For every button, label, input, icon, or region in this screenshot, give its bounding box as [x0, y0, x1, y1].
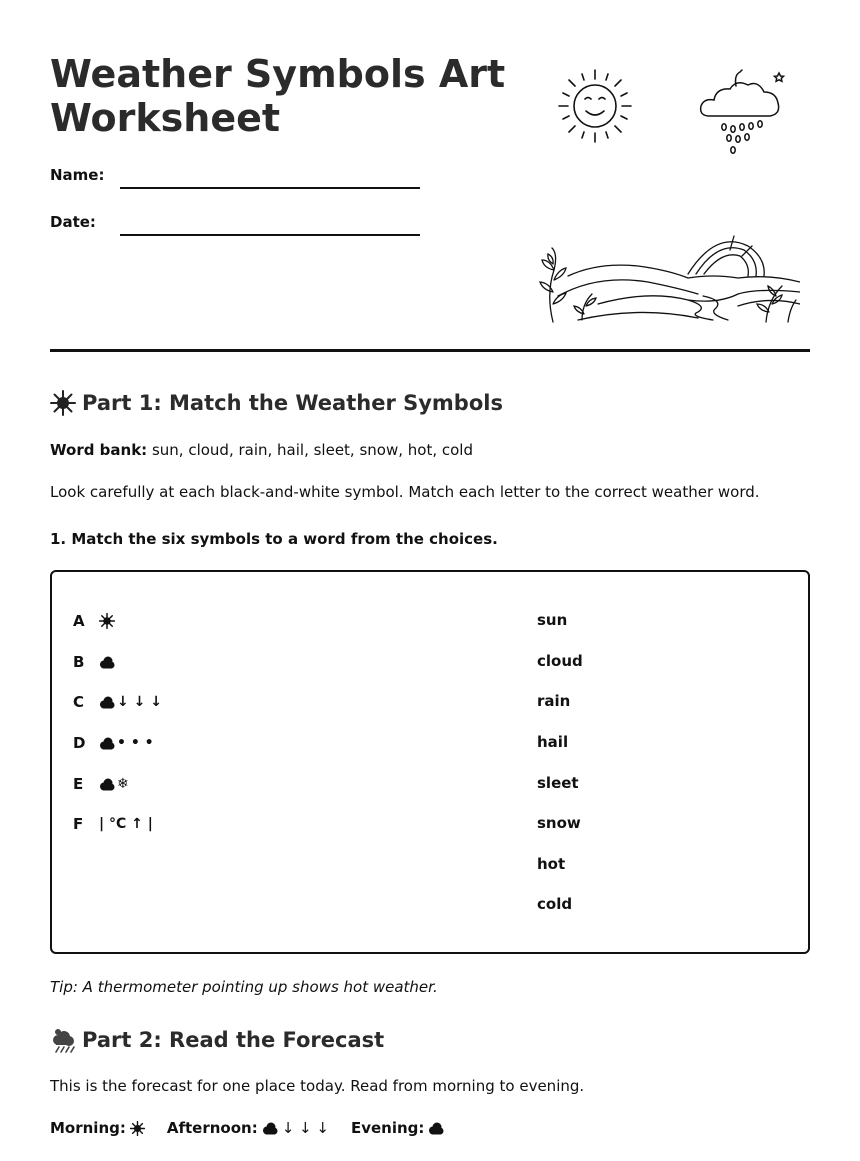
symbol-row-d[interactable] [73, 732, 154, 754]
choice-word-rain[interactable]: rain [537, 692, 571, 710]
symbol-row-e[interactable] [73, 773, 129, 795]
hail-dots-text: • • • [117, 735, 154, 751]
cloud-icon [99, 778, 115, 791]
symbol-row-c[interactable] [73, 691, 162, 713]
symbol-letter: E [73, 775, 84, 793]
sun-icon [50, 390, 76, 416]
symbol-row-b[interactable] [73, 651, 115, 673]
forecast-row [50, 1119, 466, 1137]
forecast-afternoon [167, 1119, 329, 1137]
name-label: Name: [50, 166, 105, 184]
symbol-row-a[interactable] [73, 610, 115, 632]
part2-heading [50, 1027, 384, 1053]
cloud-icon [99, 656, 115, 669]
choice-word-cold[interactable]: cold [537, 895, 573, 913]
part1-heading-text: Part 1: Match the Weather Symbols [82, 391, 503, 415]
forecast-evening [351, 1119, 444, 1137]
tip-text: Tip: A thermometer pointing up shows hot weather. [50, 978, 438, 996]
cloud-icon [262, 1122, 278, 1135]
part1-instructions: Look carefully at each black-and-white symbol. Match each letter to the correct weather word. [50, 483, 760, 501]
header-divider [50, 349, 810, 352]
choice-word-hot[interactable]: hot [537, 855, 566, 873]
rain-arrows-text: ↓ ↓ ↓ [117, 694, 162, 710]
rain-cloud-illustration [696, 66, 788, 158]
rain-arrows-text: ↓ ↓ ↓ [281, 1119, 329, 1137]
forecast-label: Evening: [350, 1119, 425, 1137]
date-label: Date: [50, 213, 96, 231]
symbol-row-f[interactable] [73, 813, 153, 835]
landscape-illustration [538, 234, 800, 324]
thermometer-up-icon: | °C ↑ | [99, 816, 153, 832]
cloud-icon [99, 737, 115, 750]
symbol-letter: B [73, 653, 85, 671]
sun-icon [99, 613, 115, 629]
cloud-icon [99, 696, 115, 709]
choice-word-cloud[interactable]: cloud [537, 652, 583, 670]
forecast-label: Morning: [50, 1119, 126, 1137]
choice-word-snow[interactable]: snow [537, 814, 581, 832]
smiling-sun-illustration [555, 68, 635, 144]
cloud-icon [428, 1122, 444, 1135]
symbol-letter: D [73, 734, 86, 752]
snowflake-icon: ❄ [117, 776, 129, 792]
word-bank [50, 441, 473, 459]
question-1: 1. Match the six symbols to a word from the choices. [50, 530, 498, 548]
part2-intro: This is the forecast for one place today. Read from morning to evening. [50, 1077, 585, 1095]
symbol-letter: C [73, 693, 85, 711]
worksheet-title: Weather Symbols Art Worksheet [50, 52, 506, 140]
rain-cloud-icon [50, 1027, 76, 1053]
choice-word-sun[interactable]: sun [537, 611, 568, 629]
date-field-line[interactable] [120, 234, 420, 236]
sun-icon [130, 1121, 145, 1136]
worksheet-page [50, 0, 810, 1161]
choice-word-sleet[interactable]: sleet [537, 774, 579, 792]
part1-heading [50, 390, 503, 416]
matching-box [50, 570, 810, 954]
word-bank-text: sun, cloud, rain, hail, sleet, snow, hot, cold [147, 441, 473, 459]
symbol-letter: F [73, 815, 84, 833]
choice-word-hail[interactable]: hail [537, 733, 569, 751]
part2-heading-text: Part 2: Read the Forecast [82, 1028, 385, 1052]
forecast-morning [50, 1119, 145, 1137]
forecast-label: Afternoon: [166, 1119, 258, 1137]
word-bank-label: Word bank: [50, 441, 148, 459]
symbol-letter: A [73, 612, 85, 630]
name-field-line[interactable] [120, 187, 420, 189]
